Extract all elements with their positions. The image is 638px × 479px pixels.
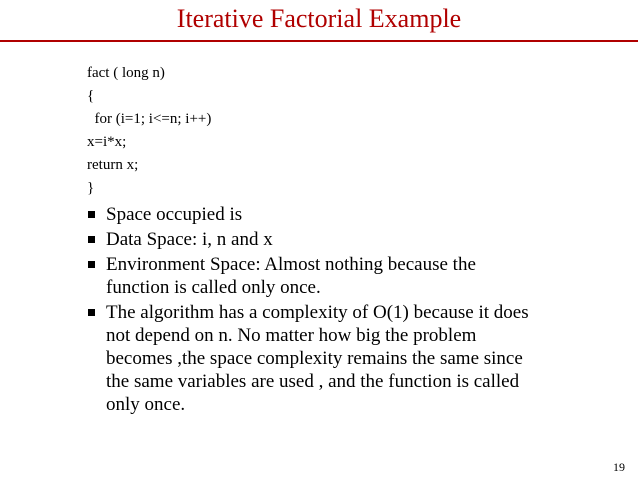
code-line: for (i=1; i<=n; i++) <box>87 111 212 127</box>
code-line: x=i*x; <box>87 134 127 150</box>
bullet-text: the same variables are used , and the function is called <box>106 371 520 392</box>
code-block <box>87 62 211 200</box>
code-line: } <box>87 180 95 196</box>
bullet-text: Space occupied is <box>106 204 243 225</box>
square-bullet-icon <box>88 261 95 268</box>
square-bullet-icon <box>88 309 95 316</box>
bullet-text: function is called only once. <box>106 277 321 298</box>
code-line: return x; <box>87 157 139 173</box>
square-bullet-icon <box>88 211 95 218</box>
bullet-text: only once. <box>106 394 186 415</box>
square-bullet-icon <box>88 236 95 243</box>
bullet-text: not depend on n. No matter how big the problem <box>106 325 477 346</box>
page-number: 19 <box>613 460 625 474</box>
bullet-item <box>87 203 607 226</box>
bullet-text: becomes ,the space complexity remains the same since <box>106 348 523 369</box>
code-line: fact ( long n) <box>87 65 165 81</box>
bullet-text: The algorithm has a complexity of O(1) because it does <box>106 302 529 323</box>
bullet-text: Environment Space: Almost nothing because the <box>106 254 476 275</box>
bullet-item <box>87 228 607 251</box>
bullet-item <box>87 253 607 299</box>
bullet-list <box>87 203 607 418</box>
code-line: { <box>87 88 95 104</box>
slide-title: Iterative Factorial Example <box>176 4 462 33</box>
bullet-item <box>87 301 607 416</box>
bullet-text: Data Space: i, n and x <box>106 229 273 250</box>
title-divider <box>0 40 638 42</box>
